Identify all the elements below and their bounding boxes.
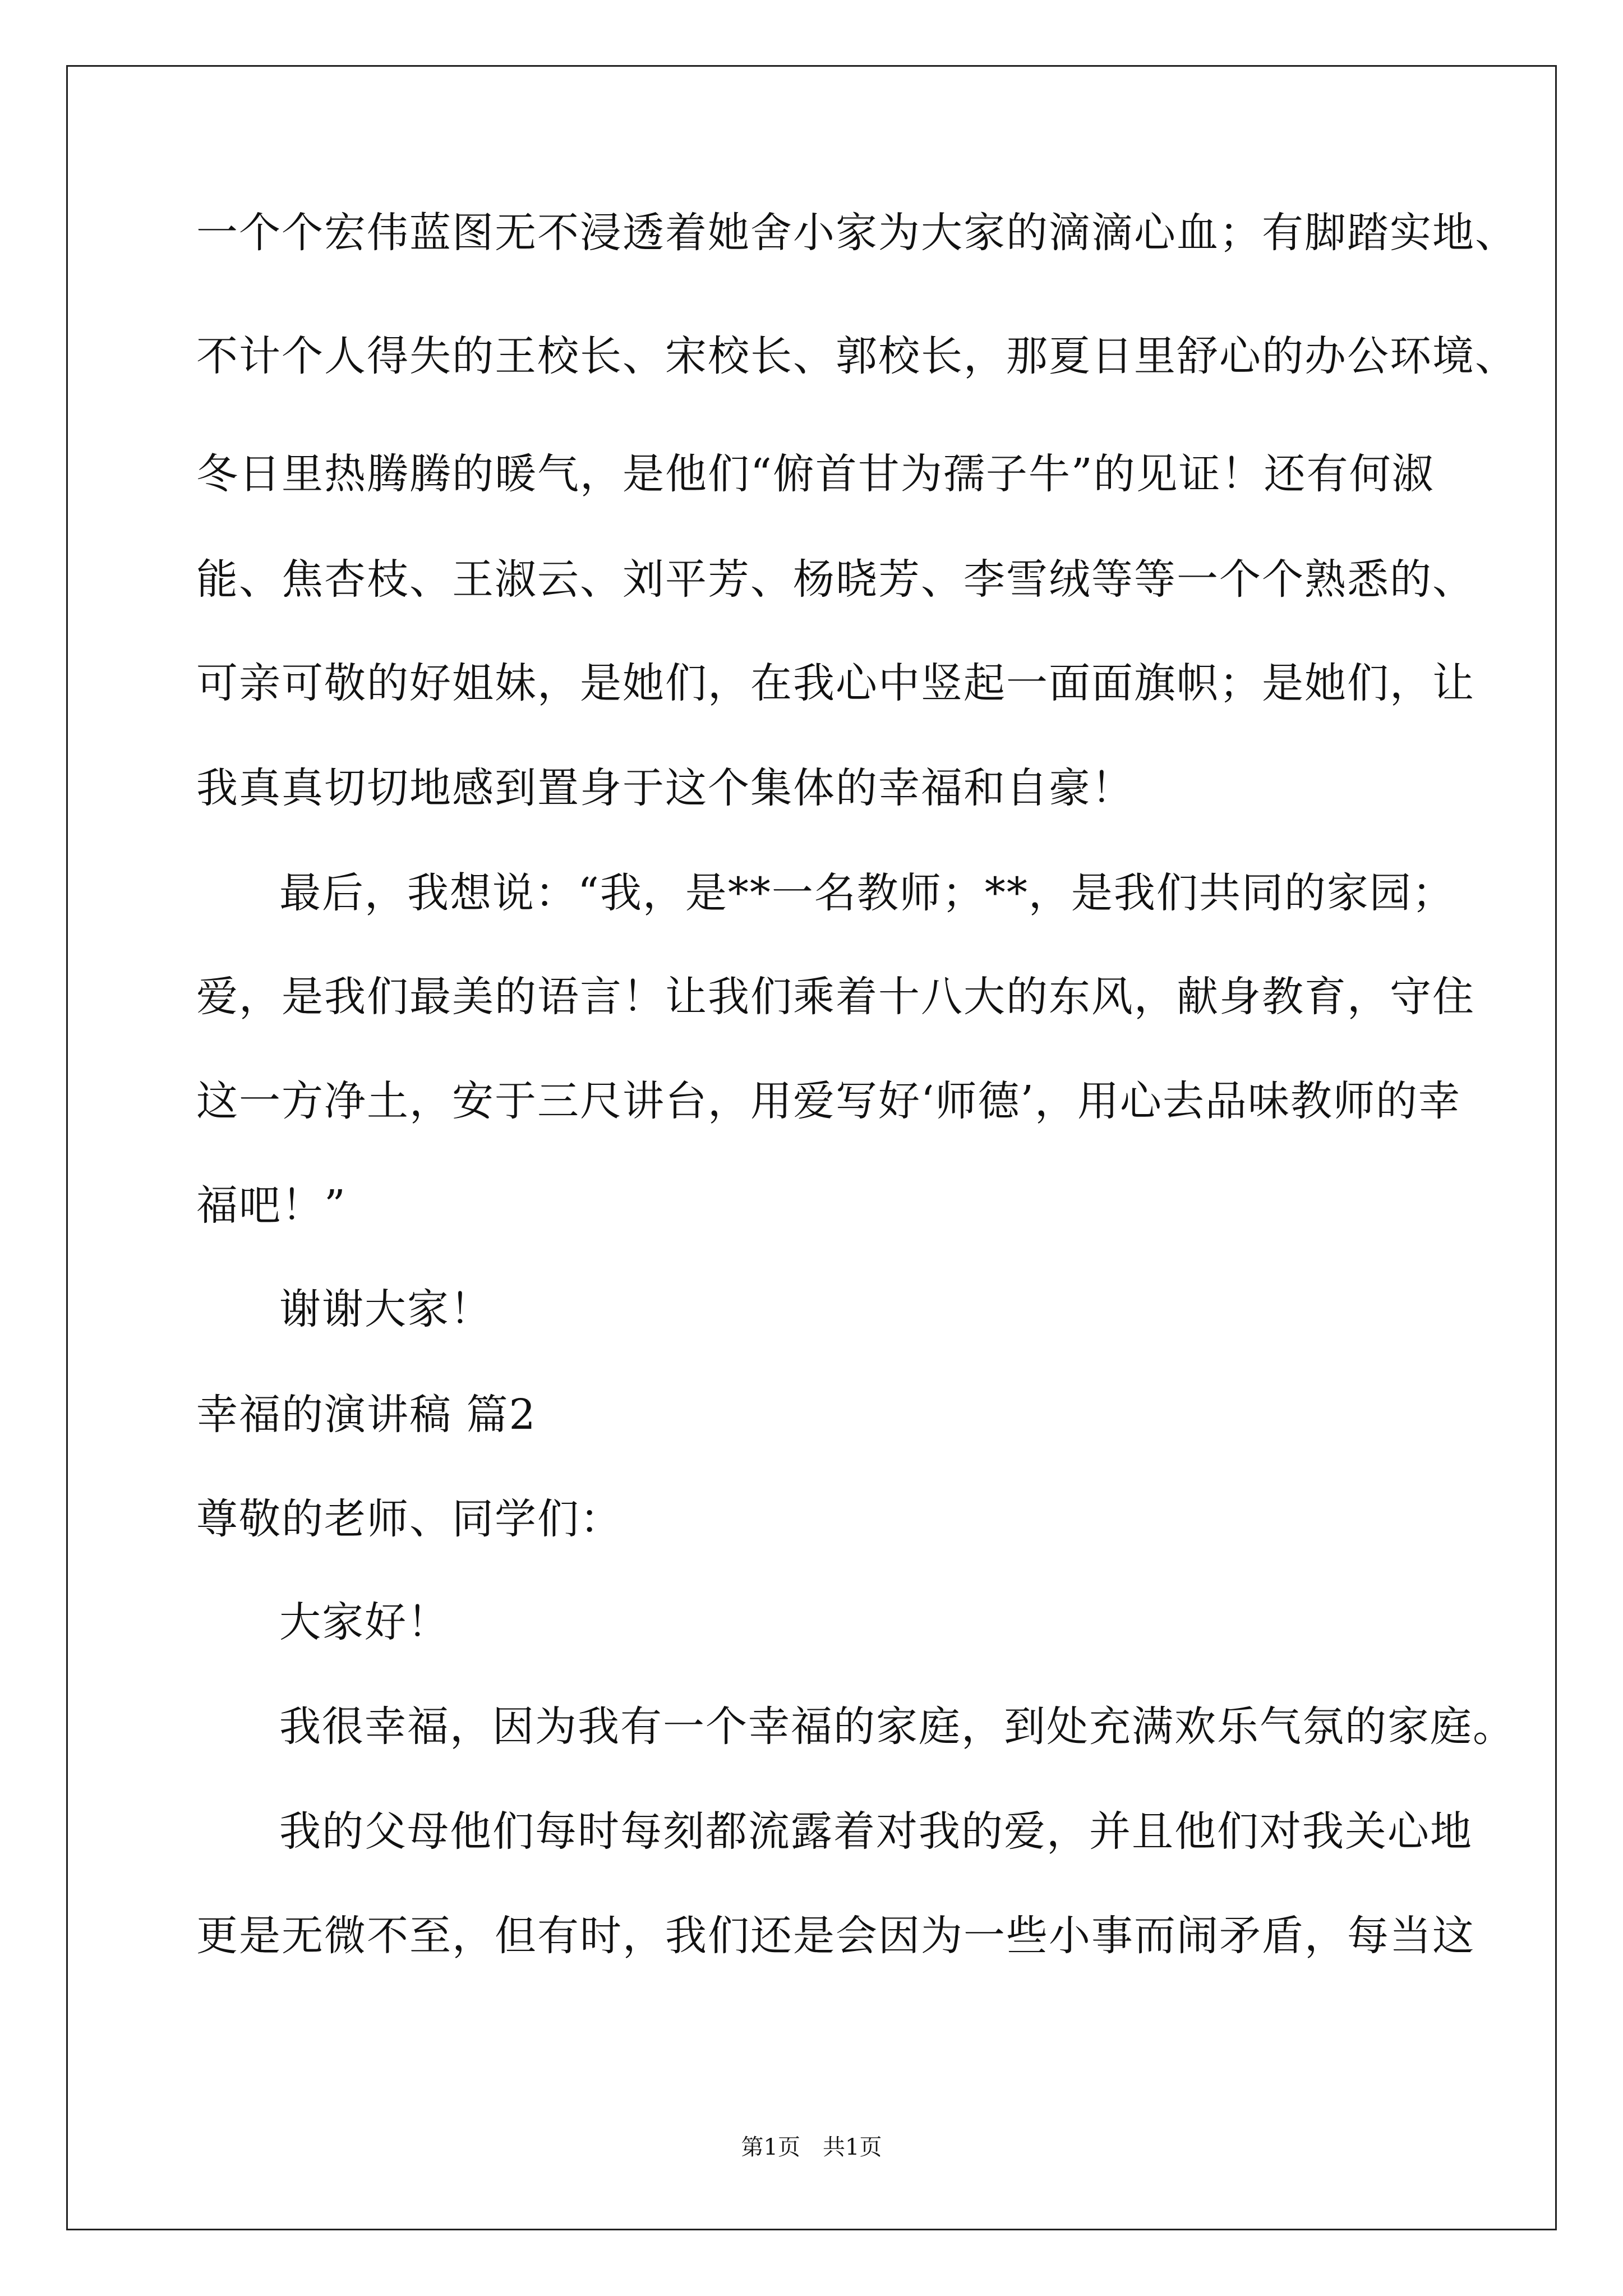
paragraph-line: 最后，我想说：“我，是**一名教师；**，是我们共同的家园； (279, 869, 1455, 917)
paragraph-line: 这一方净土，安于三尺讲台，用爱写好‘师德’，用心去品味教师的幸 (196, 1077, 1461, 1125)
paragraph-line: 可亲可敬的好姐妹，是她们，在我心中竖起一面面旗帜；是她们，让 (196, 659, 1475, 707)
closing-line: 谢谢大家！ (279, 1285, 492, 1333)
paragraph-line: 不计个人得失的王校长、宋校长、郭校长，那夏日里舒心的办公环境、 (196, 332, 1518, 380)
paragraph-line: 我很幸福，因为我有一个幸福的家庭，到处充满欢乐气氛的家庭。 (279, 1703, 1515, 1751)
paragraph-line: 能、焦杏枝、王淑云、刘平芳、杨晓芳、李雪绒等等一个个熟悉的、 (196, 555, 1475, 604)
paragraph-line: 更是无微不至，但有时，我们还是会因为一些小事而闹矛盾，每当这 (196, 1912, 1475, 1960)
paragraph-line: 我的父母他们每时每刻都流露着对我的爱，并且他们对我关心地 (279, 1807, 1473, 1856)
greeting: 大家好！ (279, 1598, 450, 1646)
salutation: 尊敬的老师、同学们： (196, 1495, 623, 1543)
paragraph-line: 一个个宏伟蓝图无不浸透着她舍小家为大家的滴滴心血；有脚踏实地、 (196, 209, 1518, 257)
section-heading: 幸福的演讲稿 篇2 (196, 1391, 537, 1439)
paragraph-line: 福吧！” (196, 1181, 347, 1230)
paragraph-line: 我真真切切地感到置身于这个集体的幸福和自豪！ (196, 764, 1134, 812)
page-border (66, 65, 1557, 2230)
paragraph-line: 爱，是我们最美的语言！让我们乘着十八大的东风，献身教育，守住 (196, 973, 1475, 1021)
page-footer: 第1页 共1页 (741, 2134, 882, 2160)
paragraph-line: 冬日里热腾腾的暖气，是他们“俯首甘为孺子牛”的见证！还有何淑 (196, 450, 1435, 498)
